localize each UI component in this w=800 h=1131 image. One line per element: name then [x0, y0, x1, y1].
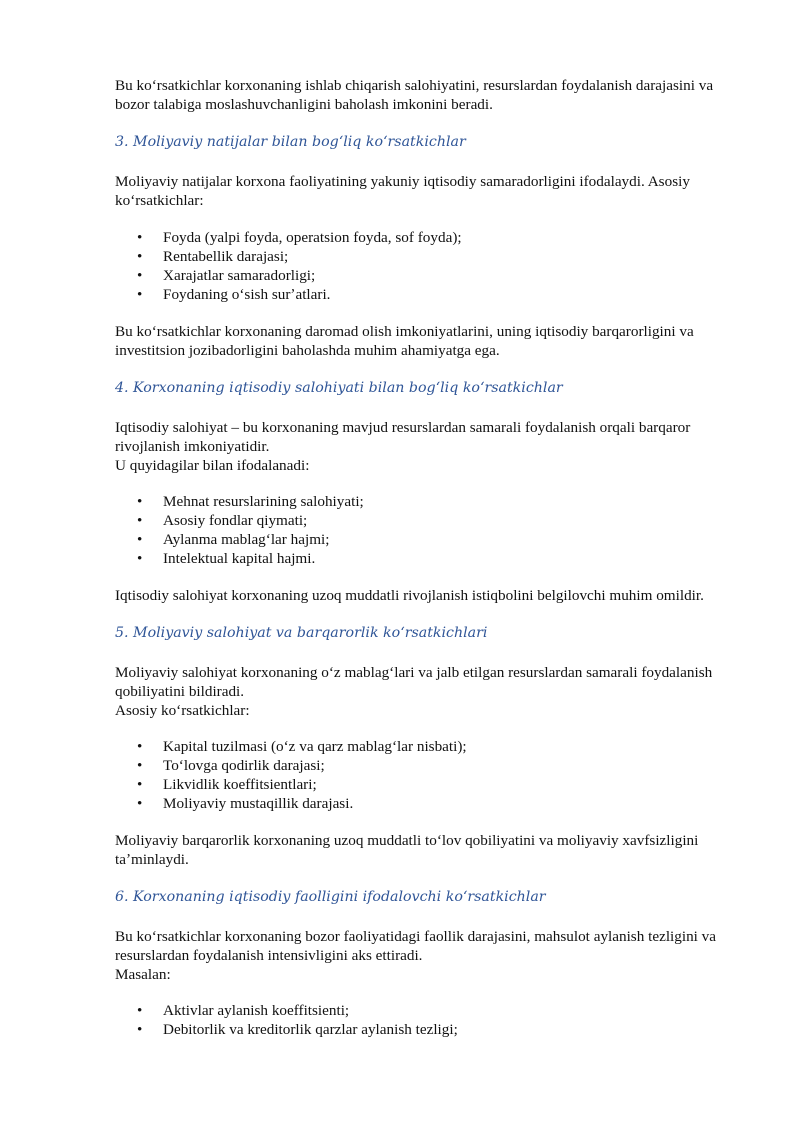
section-heading-6: 6. Korxonaning iqtisodiy faolligini ifodalovchi koʻrsatkichlar	[115, 889, 546, 905]
bullet-icon: •	[137, 757, 143, 774]
bullet-list-s4	[115, 492, 744, 568]
bullet-icon: •	[137, 795, 143, 812]
bullet-icon: •	[137, 550, 143, 567]
list-item: • Xarajatlar samaradorligi;	[137, 267, 316, 284]
paragraph: U quyidagilar bilan ifodalanadi:	[115, 457, 310, 474]
list-item: • Foydaning oʻsish surʼatlari.	[137, 286, 331, 303]
bullet-list-s3	[115, 228, 744, 304]
list-item: • Debitorlik va kreditorlik qarzlar aylanish tezligi;	[137, 1021, 458, 1038]
list-item: • Mehnat resurslarining salohiyati;	[137, 493, 364, 510]
paragraph: Asosiy koʻrsatkichlar:	[115, 702, 250, 719]
bullet-icon: •	[137, 776, 143, 793]
bullet-icon: •	[137, 738, 143, 755]
paragraph: Moliyaviy barqarorlik korxonaning uzoq muddatli toʻlov qobiliyatini va moliyaviy xavfsizligini taʼminlaydi.	[115, 832, 699, 868]
bullet-icon: •	[137, 286, 143, 303]
list-item: • Intelektual kapital hajmi.	[137, 550, 316, 567]
bullet-list-s6	[115, 1001, 744, 1039]
bullet-icon: •	[137, 531, 143, 548]
bullet-icon: •	[137, 493, 143, 510]
list-item: • Moliyaviy mustaqillik darajasi.	[137, 795, 354, 812]
section-heading-4: 4. Korxonaning iqtisodiy salohiyati bilan bogʻliq koʻrsatkichlar	[115, 380, 563, 396]
list-item: • Kapital tuzilmasi (oʻz va qarz mablagʻlar nisbati);	[137, 738, 467, 755]
bullet-icon: •	[137, 267, 143, 284]
bullet-icon: •	[137, 1021, 143, 1038]
list-item: • Toʻlovga qodirlik darajasi;	[137, 757, 325, 774]
paragraph: Iqtisodiy salohiyat – bu korxonaning mavjud resurslardan samarali foydalanish orqali barqaror rivojlanish imkoniyatidir.	[115, 419, 691, 455]
paragraph: Bu koʻrsatkichlar korxonaning daromad olish imkoniyatlarini, uning iqtisodiy barqarorligini va investitsion jozibadorligini baholashda muhim ahamiyatga ega.	[115, 323, 694, 359]
list-item: • Likvidlik koeffitsientlari;	[137, 776, 317, 793]
list-item: • Asosiy fondlar qiymati;	[137, 512, 308, 529]
paragraph: Bu koʻrsatkichlar korxonaning bozor faoliyatidagi faollik darajasini, mahsulot aylanish tezligini va resurslardan foydalanish intensivligini aks ettiradi.	[115, 928, 717, 964]
paragraph: Bu koʻrsatkichlar korxonaning ishlab chiqarish salohiyatini, resurslardan foydalanish darajasini va bozor talabiga moslashuvchanligini baholash imkonini beradi.	[115, 77, 714, 113]
paragraph: Moliyaviy natijalar korxona faoliyatining yakuniy iqtisodiy samaradorligini ifodalaydi. Asosiy koʻrsatkichlar:	[115, 173, 690, 209]
list-item: • Foyda (yalpi foyda, operatsion foyda, sof foyda);	[137, 229, 462, 246]
bullet-icon: •	[137, 512, 143, 529]
section-heading-3: 3. Moliyaviy natijalar bilan bogʻliq koʻrsatkichlar	[115, 134, 466, 150]
bullet-list-s5	[115, 737, 744, 813]
paragraph: Iqtisodiy salohiyat korxonaning uzoq muddatli rivojlanish istiqbolini belgilovchi muhim omildir.	[115, 587, 704, 604]
bullet-icon: •	[137, 229, 143, 246]
list-item: • Aktivlar aylanish koeffitsienti;	[137, 1002, 350, 1019]
bullet-icon: •	[137, 1002, 143, 1019]
list-item: • Aylanma mablagʻlar hajmi;	[137, 531, 330, 548]
section-heading-5: 5. Moliyaviy salohiyat va barqarorlik koʻrsatkichlari	[115, 625, 488, 641]
paragraph: Masalan:	[115, 966, 171, 983]
paragraph: Moliyaviy salohiyat korxonaning oʻz mablagʻlari va jalb etilgan resurslardan samarali foydalanish qobiliyatini bildiradi.	[115, 664, 713, 700]
list-item: • Rentabellik darajasi;	[137, 248, 289, 265]
bullet-icon: •	[137, 248, 143, 265]
